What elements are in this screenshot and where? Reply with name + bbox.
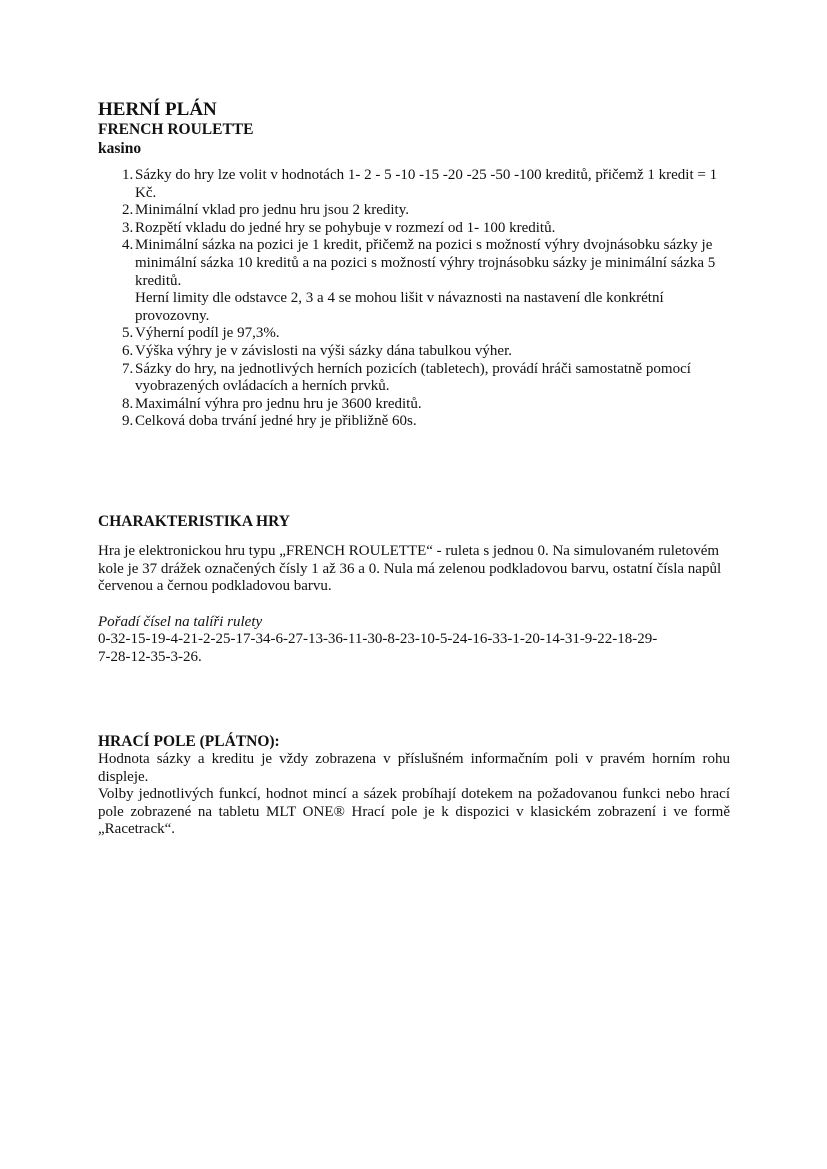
- item-number: 7.: [122, 360, 134, 377]
- section-heading: HRACÍ POLE (PLÁTNO):: [98, 733, 280, 750]
- item-text: Sázky do hry lze volit v hodnotách 1- 2 - 5 -10 -15 -20 -25 -50 -100 kreditů, přičemž 1 kredit = 1 Kč.: [135, 167, 718, 201]
- item-number: 3.: [122, 219, 134, 236]
- document-header: [98, 99, 730, 158]
- item-text: Minimální vklad pro jednu hru jsou 2 kredity.: [135, 202, 409, 219]
- item-number: 2.: [122, 202, 134, 219]
- item-number: 5.: [122, 325, 134, 342]
- game-name: FRENCH ROULETTE: [98, 121, 254, 138]
- item-text: Výherní podíl je 97,3%.: [135, 325, 280, 342]
- list-item: [98, 202, 738, 220]
- item-text: Rozpětí vkladu do jedné hry se pohybuje v rozmezí od 1- 100 kreditů.: [135, 219, 556, 236]
- item-number: 6.: [122, 342, 134, 359]
- item-number: 9.: [122, 413, 134, 430]
- characteristics-paragraph: Hra je elektronickou hru typu „FRENCH ROULETTE“ - ruleta s jednou 0. Na simulovaném ruletovém kole je 37 drážek označených čísly 1 až 36 a 0. Nula má zelenou podkladovou barvu, ostatní čísla napůl červenou a černou podkladovou barvu.: [98, 543, 722, 595]
- characteristics-section: [98, 512, 730, 667]
- list-item: [98, 167, 738, 202]
- item-text: Celková doba trvání jedné hry je přibližně 60s.: [135, 413, 417, 430]
- rules-list: [98, 167, 738, 431]
- list-item: [98, 343, 738, 361]
- list-item: [98, 413, 738, 431]
- wheel-order-label: Pořadí čísel na talíři rulety: [98, 613, 263, 630]
- item-text: Minimální sázka na pozici je 1 kredit, přičemž na pozici s možností výhry dvojnásobku sázky je minimální sázka 10 kreditů a na pozici s možností výhry trojnásobku sázky je minimální sázka 5 kreditů.: [135, 237, 716, 289]
- list-item: [98, 361, 738, 396]
- item-text: Maximální výhra pro jednu hru je 3600 kreditů.: [135, 395, 422, 412]
- game-category: kasino: [98, 140, 142, 157]
- list-item: [98, 220, 738, 238]
- page-title: HERNÍ PLÁN: [98, 99, 217, 120]
- item-number: 8.: [122, 395, 134, 412]
- item-number: 1.: [122, 167, 134, 183]
- wheel-order-line: 0-32-15-19-4-21-2-25-17-34-6-27-13-36-11-30-8-23-10-5-24-16-33-1-20-14-31-9-22-18-29-: [98, 631, 658, 648]
- item-number: 4.: [122, 237, 134, 254]
- playfield-paragraph: Volby jednotlivých funkcí, hodnot mincí a sázek probíhají dotekem na požadovanou funkci nebo hrací pole zobrazené na tabletu MLT ONE® Hrací pole je k dispozici v klasickém zobrazení i ve formě „Racetrack“.: [98, 786, 730, 838]
- playfield-section: [98, 732, 730, 839]
- list-item: [98, 396, 738, 414]
- list-item: [98, 325, 738, 343]
- list-item: [98, 237, 738, 325]
- item-text: Výška výhry je v závislosti na výši sázky dána tabulkou výher.: [135, 342, 513, 359]
- wheel-order-line: 7-28-12-35-3-26.: [98, 648, 202, 665]
- item-note: Herní limity dle odstavce 2, 3 a 4 se mohou lišit v návaznosti na nastavení dle konkrétní provozovny.: [135, 290, 664, 324]
- item-text: Sázky do hry, na jednotlivých herních pozicích (tabletech), provádí hráči samostatně pomocí vyobrazených ovládacích a herních prvků.: [135, 360, 691, 395]
- section-heading: CHARAKTERISTIKA HRY: [98, 513, 290, 530]
- playfield-paragraph: Hodnota sázky a kreditu je vždy zobrazena v příslušném informačním poli v pravém horním rohu displeje.: [98, 751, 730, 785]
